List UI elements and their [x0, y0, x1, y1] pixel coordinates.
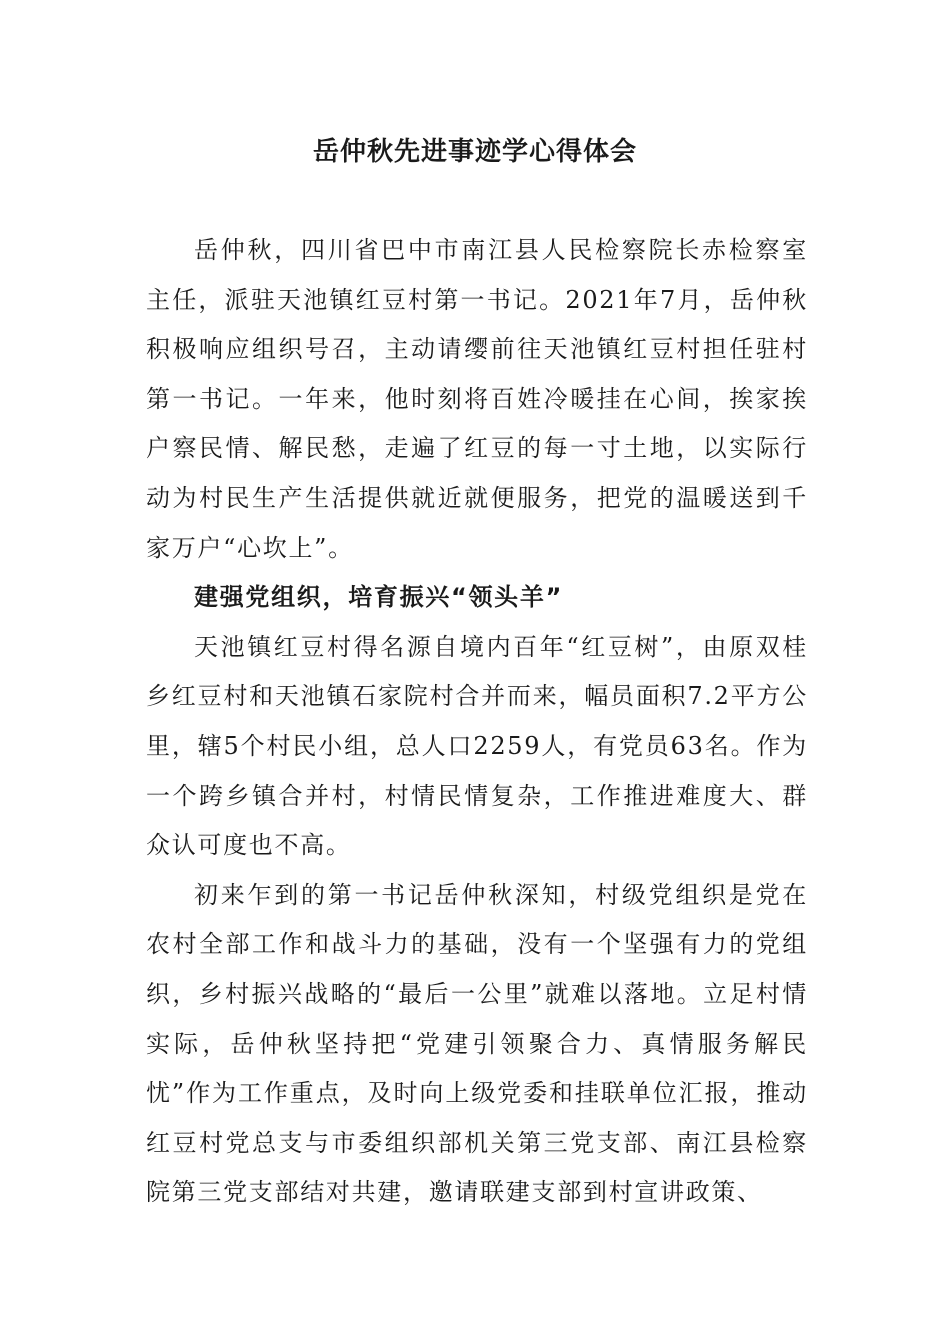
paragraph-village-background: 天池镇红豆村得名源自境内百年“红豆树”，由原双桂乡红豆村和天池镇石家院村合并而来，幅员面积7.2平方公里，辖5个村民小组，总人口2259人，有党员63名。作为一个跨乡镇合并村，村情民情复杂，工作推进难度大、群众认可度也不高。 — [146, 632, 808, 860]
paragraph-intro: 岳仲秋，四川省巴中市南江县人民检察院长赤检察室主任，派驻天池镇红豆村第一书记。2021年7月，岳仲秋积极响应组织号召，主动请缨前往天池镇红豆村担任驻村第一书记。一年来，他时刻将百姓冷暖挂在心间，挨家挨户察民情、解民愁，走遍了红豆的每一寸土地，以实际行动为村民生产生活提供就近就便服务，把党的温暖送到千家万户“心坎上”。 — [146, 236, 808, 562]
section-heading: 建强党组织，培育振兴“领头羊” — [194, 583, 564, 612]
paragraph-party-building: 初来乍到的第一书记岳仲秋深知，村级党组织是党在农村全部工作和战斗力的基础，没有一个坚强有力的党组织，乡村振兴战略的“最后一公里”就难以落地。立足村情实际，岳仲秋坚持把“党建引领聚合力、真情服务解民忧”作为工作重点，及时向上级党委和挂联单位汇报，推动红豆村党总支与市委组织部机关第三党支部、南江县检察院第三党支部结对共建，邀请联建支部到村宣讲政策、 — [146, 880, 808, 1207]
document-body — [146, 226, 808, 1218]
document-title: 岳仲秋先进事迹学心得体会 — [312, 137, 637, 167]
